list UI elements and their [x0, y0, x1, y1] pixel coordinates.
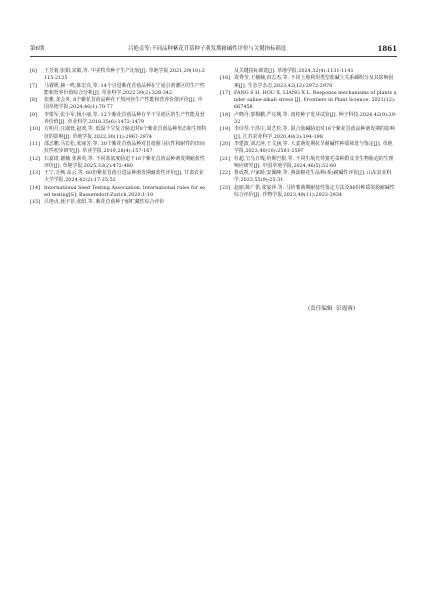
- reference-item: [19] 李诗琴,于洪庄,周艺杉,等. 混合盐碱胁迫对16个紫花苜蓿品种萌发期的影响[J]. 江苏农业科学,2020,48(3):194-198: [220, 126, 395, 140]
- reference-item: [21] 杜超,宝乌日嘎,哈斯巴根,等. 不同生境光萼猪毛菜种群及非生物胁迫的生理响应研究[J]. 中国草地学报,2024,46(5):52-60: [220, 155, 394, 169]
- issue-label: 第6期: [30, 46, 45, 52]
- reference-item: [18] 卢晓丹,蒙梅鹏,严亮城,等. 肉桂种子发芽试验[J]. 种子科技,2024,42(9):29-32: [220, 111, 397, 126]
- running-title: 吕艳贞等:不同品种紫花苜蓿种子萌发期耐碱性评价与关键指标筛选: [128, 46, 287, 52]
- reference-item: [10] 方明月,汪淑蓉,赵欢,等. 低温干旱复合胁迫对8个紫花苜蓿品种形态和生理特征的影响[J]. 草地学报,2022,30(11):2967-2974: [30, 126, 207, 140]
- reference-column-right: [220, 68, 397, 199]
- page-number: 1861: [377, 44, 397, 53]
- header-rule: [30, 56, 397, 57]
- editor-note: (责任编辑 彭霞睿): [308, 306, 356, 312]
- reference-item: [15] 吕艳贞,聂宇菲,张昭,等. 紫花苜蓿种子耐贮藏性综合评价: [30, 199, 165, 206]
- reference-item: [23] 赵丽,陈广供,张宴萍,等. 马铃薯萌期耐盐性鉴定方法及86份种质资源耐碱性综合评价[J]. 作物学报,2023,49(11):2923-2934: [220, 184, 395, 199]
- reference-item: [8] 张雅,龙会英. 8个紫花苜蓿品种在干热河谷生产性能和营养价值评价[J]. 中国草地学报,2024,46(1):70-77: [30, 97, 203, 111]
- reference-item: [17] FANG S H, HOU X, LIANG X L. Response mechanisms of plants under saline-alkali stress [J]. Frontiers in Plant Science, 2021(12):667458: [220, 89, 397, 111]
- reference-item: [9] 李蒙军,张小军,杨小丽,等. 12个紫花苜蓿品种在半干旱地区的生产性能及营养价值[J]. 草业科学,2018,35(6):1472-1479: [30, 111, 205, 126]
- reference-item: [11] 邵志鹏,马长松,张丽芳,等. 30个紫花苜蓿品种对苜蓿蓟马抗性和耐性的田间抗性初步研究[J]. 草业学报,2019,28(4):157-167: [30, 140, 205, 155]
- reference-item: [7] 马睿媛,赫一鸣,陈宏亮,等. 14个引进紫花苜蓿品种在宁夏引黄灌区的生产性能和营养价值综合分析[J]. 草业科学,2022,39(2):328-342: [30, 82, 205, 96]
- reference-item: [20] 李建波,刘志萍,王文涵,等. 大麦萌发期抗旱耐碱性种质筛选与鉴定[J]. 草地学报,2023,40(10):2581-2597: [220, 140, 393, 155]
- running-header: [30, 44, 397, 54]
- reference-item: [13] 王宁,万畅,高云,等. 60份紫花苜蓿引进品种萌发期耐盐性评价[J]. 甘肃农业大学学报,2024,42(2):17-25,52: [30, 170, 204, 184]
- reference-item: [14] International Seed Testing Association. International rules for seed testing[S]. Bassersdorf:Zurich,2020:1-10: [30, 184, 205, 199]
- reference-column-left: [30, 68, 207, 207]
- reference-item: [22] 鲁成凯,卢家龄,安佩峰,等. 燕油棉花生品种(系)耐碱性评价[J]. 山东农业科学,2023,55(9):25-31: [220, 170, 392, 184]
- reference-item: [12] 石嘉琦,谢楠,张素英,等. 不同盐浓度胁迫下16个紫花苜蓿品种萌发期耐盐性评价[J]. 草地学报,2025,33(2):472-480: [30, 155, 205, 169]
- reference-item-continued: 及关键指标筛选[J]. 草地学报,2024,32(4):1131-1141: [234, 68, 354, 74]
- reference-item: [6] 王芳菊,张娟,宋敏,等. 中美牧草种子生产比较[J]. 草地学报,2021,29(10):2115-2125: [30, 68, 205, 82]
- reference-item: [16] 贾秀莹,王楠楠,田志杰,等. 不同土地利用类型盐碱土关系磷组分及其影响因素[J]. 生态学杂志,2023,42(12):2972-2978: [220, 75, 394, 89]
